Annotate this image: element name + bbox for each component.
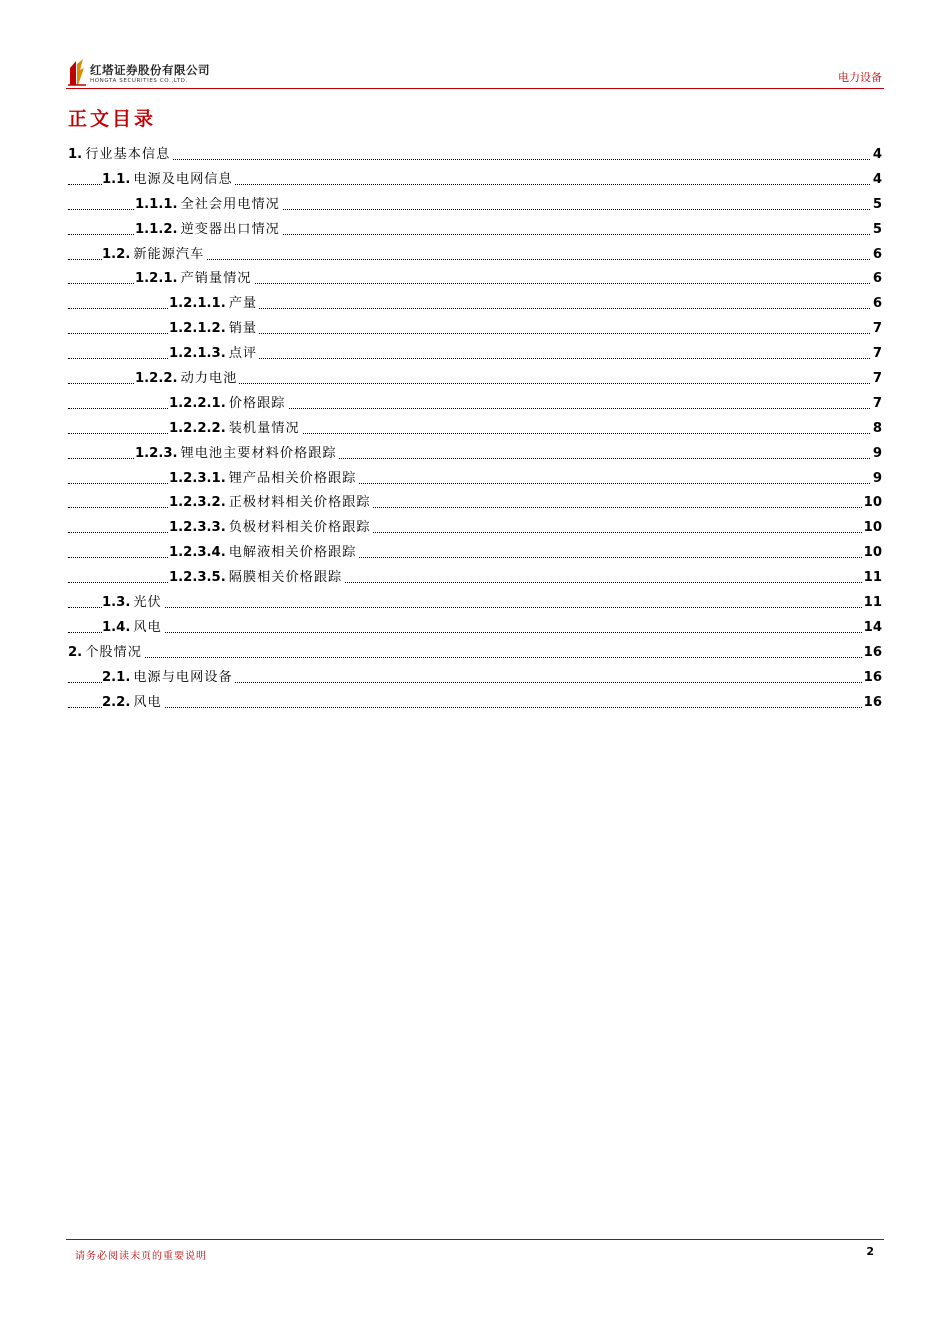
toc-entry-number: 1.2.1. [135, 271, 178, 287]
company-logo [66, 58, 226, 88]
toc-entry-number: 1.1.1. [135, 196, 178, 212]
toc-entry-page: 16 [862, 691, 882, 716]
toc-entry-title: 装机量情况 [228, 420, 300, 436]
toc-entry-title: 点评 [228, 346, 258, 362]
toc-entry-label [135, 367, 239, 392]
hongta-logo-icon [66, 58, 88, 86]
toc-title: 正文目录 [68, 108, 157, 130]
company-name-en: HONGTA SECURITIES CO.,LTD. [90, 78, 188, 84]
toc-entry-title: 电源及电网信息 [133, 171, 233, 187]
toc-entry[interactable] [68, 666, 882, 691]
toc-entry[interactable] [68, 417, 882, 442]
toc-entry-label [102, 616, 164, 641]
toc-entry[interactable] [68, 193, 882, 218]
footer-disclaimer: 请务必阅读末页的重要说明 [75, 1251, 207, 1262]
company-name-cn: 红塔证券股份有限公司 [90, 63, 210, 77]
toc-entry-label [169, 417, 302, 442]
toc-entry-label [102, 243, 206, 268]
toc-entry-title: 电源与电网设备 [133, 669, 233, 685]
toc-entry[interactable] [68, 243, 882, 268]
toc-entry-label [102, 591, 164, 616]
toc-entry[interactable] [68, 168, 882, 193]
toc-leader-dots [68, 607, 882, 608]
toc-leader-dots [68, 657, 882, 658]
toc-entry[interactable] [68, 342, 882, 367]
toc-entry[interactable] [68, 591, 882, 616]
toc-entry-page: 7 [871, 367, 882, 392]
toc-entry[interactable] [68, 143, 882, 168]
toc-entry-title: 锂电池主要材料价格跟踪 [180, 445, 337, 461]
toc-entry-number: 1.2.3.3. [169, 520, 226, 536]
toc-entry-number: 1.1.2. [135, 221, 178, 237]
toc-entry-page: 14 [862, 616, 882, 641]
toc-entry-page: 9 [871, 467, 882, 492]
footer-divider [66, 1239, 884, 1240]
toc-entry-page: 7 [871, 342, 882, 367]
toc-entry-number: 1.4. [102, 619, 131, 635]
toc-entry-page: 11 [862, 566, 882, 591]
toc-entry-title: 个股情况 [85, 644, 142, 660]
toc-entry-page: 4 [871, 143, 882, 168]
toc-entry[interactable] [68, 218, 882, 243]
toc-entry[interactable] [68, 541, 882, 566]
toc-entry[interactable] [68, 292, 882, 317]
toc-entry[interactable] [68, 516, 882, 541]
toc-entry-page: 11 [862, 591, 882, 616]
table-of-contents [68, 143, 882, 715]
toc-entry-number: 1.2.1.2. [169, 321, 226, 337]
toc-entry-title: 逆变器出口情况 [180, 221, 280, 237]
toc-entry-label [169, 541, 358, 566]
toc-entry[interactable] [68, 267, 882, 292]
toc-entry-label [169, 317, 259, 342]
toc-leader-dots [68, 707, 882, 708]
toc-entry-title: 新能源汽车 [133, 246, 205, 262]
toc-entry[interactable] [68, 467, 882, 492]
toc-entry-title: 销量 [228, 321, 258, 337]
toc-entry-title: 动力电池 [180, 371, 238, 387]
toc-entry-title: 电解液相关价格跟踪 [228, 545, 357, 561]
toc-entry[interactable] [68, 491, 882, 516]
toc-entry-number: 1.2.2.2. [169, 420, 226, 436]
toc-entry-label [135, 218, 282, 243]
toc-entry-page: 16 [862, 641, 882, 666]
toc-entry-number: 2.2. [102, 694, 131, 710]
toc-entry-number: 2. [68, 644, 83, 660]
toc-entry[interactable] [68, 566, 882, 591]
toc-entry-number: 1.2.1.1. [169, 296, 226, 312]
toc-entry[interactable] [68, 641, 882, 666]
toc-entry-page: 10 [862, 541, 882, 566]
toc-entry-title: 行业基本信息 [85, 147, 171, 162]
toc-entry-number: 1.1. [102, 171, 131, 187]
toc-entry-page: 16 [862, 666, 882, 691]
toc-entry-label [68, 143, 172, 168]
toc-entry-page: 10 [862, 516, 882, 541]
toc-entry-label [169, 491, 373, 516]
toc-entry-label [169, 392, 288, 417]
toc-entry-page: 6 [871, 267, 882, 292]
toc-entry-title: 全社会用电情况 [180, 196, 280, 212]
toc-entry-label [169, 516, 373, 541]
toc-entry-page: 7 [871, 317, 882, 342]
toc-entry-page: 5 [871, 193, 882, 218]
toc-entry-page: 9 [871, 442, 882, 467]
toc-entry[interactable] [68, 367, 882, 392]
report-category: 电力设备 [838, 71, 882, 84]
toc-entry-label [169, 566, 344, 591]
toc-entry-title: 风电 [133, 619, 162, 635]
toc-entry-page: 5 [871, 218, 882, 243]
toc-entry-title: 隔膜相关价格跟踪 [228, 570, 343, 586]
toc-entry-page: 8 [871, 417, 882, 442]
toc-entry-title: 产量 [228, 296, 258, 312]
toc-entry[interactable] [68, 691, 882, 716]
toc-entry-page: 4 [871, 168, 882, 193]
toc-entry[interactable] [68, 616, 882, 641]
toc-entry-number: 1.2.2. [135, 371, 178, 387]
toc-entry-label [169, 467, 358, 492]
toc-entry-title: 风电 [133, 694, 162, 710]
toc-entry-label [135, 442, 339, 467]
toc-entry[interactable] [68, 442, 882, 467]
toc-entry-number: 1. [68, 147, 83, 162]
toc-entry-label [102, 691, 164, 716]
toc-entry-title: 光伏 [133, 595, 162, 611]
toc-entry-number: 1.3. [102, 595, 131, 611]
toc-entry-title: 产销量情况 [180, 271, 252, 287]
toc-entry-number: 1.2.3.4. [169, 545, 226, 561]
toc-entry-page: 6 [871, 292, 882, 317]
toc-entry-title: 价格跟踪 [228, 395, 286, 411]
toc-entry-label [169, 342, 259, 367]
header-divider [66, 88, 884, 89]
toc-entry-label [135, 267, 254, 292]
toc-entry-title: 锂产品相关价格跟踪 [228, 470, 357, 486]
toc-entry-number: 1.2.3.1. [169, 470, 226, 486]
toc-entry-label [169, 292, 259, 317]
toc-entry-number: 1.2.1.3. [169, 346, 226, 362]
toc-entry-number: 1.2.2.1. [169, 395, 226, 411]
toc-entry-page: 10 [862, 491, 882, 516]
toc-entry-number: 2.1. [102, 669, 131, 685]
page-number: 2 [866, 1245, 874, 1258]
toc-leader-dots [68, 159, 882, 160]
toc-entry-page: 7 [871, 392, 882, 417]
toc-entry-number: 1.2. [102, 246, 131, 262]
toc-entry-page: 6 [871, 243, 882, 268]
toc-entry-label [135, 193, 282, 218]
toc-entry-number: 1.2.3. [135, 445, 178, 461]
toc-entry-label [68, 641, 144, 666]
toc-entry-title: 负极材料相关价格跟踪 [228, 520, 371, 536]
toc-entry-number: 1.2.3.5. [169, 570, 226, 586]
toc-entry[interactable] [68, 317, 882, 342]
toc-entry-label [102, 168, 235, 193]
toc-entry-label [102, 666, 235, 691]
toc-leader-dots [68, 632, 882, 633]
toc-entry-number: 1.2.3.2. [169, 495, 226, 511]
toc-entry-title: 正极材料相关价格跟踪 [228, 495, 371, 511]
toc-entry[interactable] [68, 392, 882, 417]
